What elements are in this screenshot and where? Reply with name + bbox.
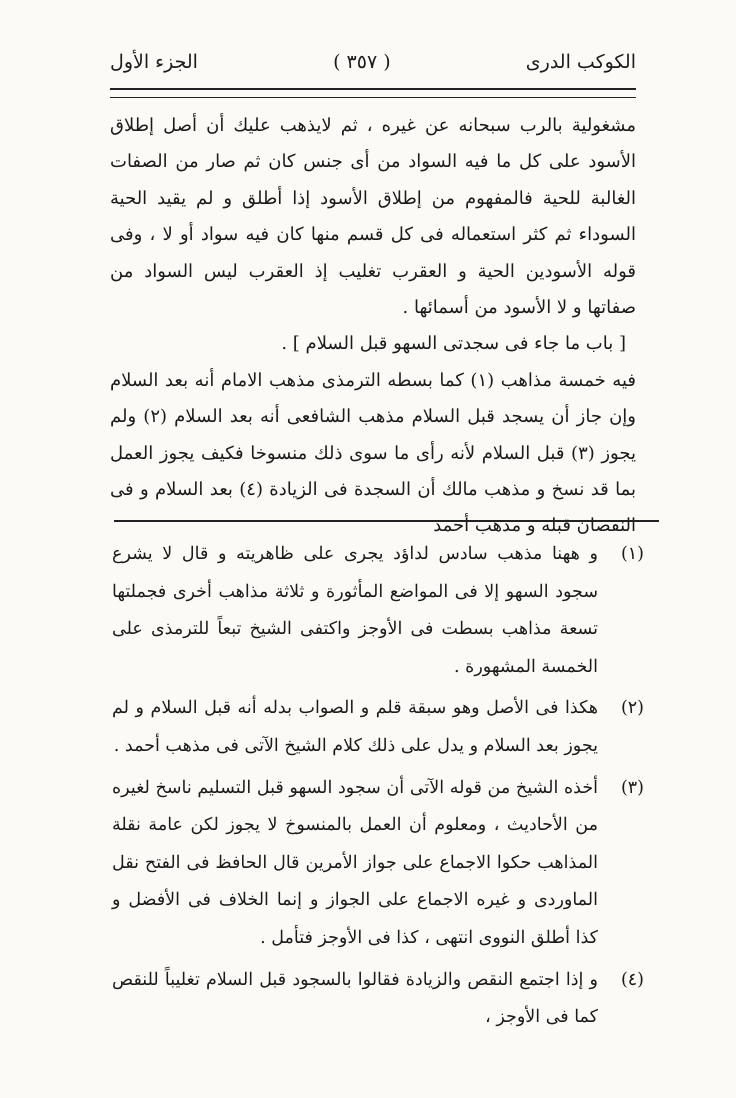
- page-number: ( ٣٥٧ ): [333, 51, 391, 73]
- footnote-text: و ههنا مذهب سادس لداؤد يجرى على ظاهريته و قال لا يشرع سجود السهو إلا فى المواضع المأثورة و ثلاثة مذاهب أخرى فجملتها تسعة مذاهب بسطت فى الأوجز واكتفى الشيخ تبعاً للترمذى على الخمسة المشهورة .: [112, 544, 598, 677]
- footnotes: [112, 536, 644, 1041]
- footnote: [112, 536, 644, 686]
- footnote-text: هكذا فى الأصل وهو سبقة قلم و الصواب بدله أنه قبل السلام و لم يجوز بعد السلام و يدل على ذلك كلام الشيخ الآتى فى مذهب أحمد .: [112, 698, 598, 756]
- paragraph: فيه خمسة مذاهب (١) كما بسطه الترمذى مذهب الامام أنه بعد السلام وإن جاز أن يسجد قبل السلام مذهب الشافعى أنه بعد السلام (٢) ولم يجوز (٣) قبل السلام لأنه رأى ما سوى ذلك منسوخا فكيف يجوز العمل بما قد نسخ و مذهب مالك أن السجدة فى الزيادة (٤) بعد السلام و فى النقصان قبله و مذهب أحمد: [110, 369, 637, 537]
- book-title: الكوكب الدرى: [525, 51, 636, 73]
- main-text: [110, 108, 636, 545]
- volume-label: الجزء الأول: [110, 51, 198, 73]
- footnote-text: و إذا اجتمع النقص والزيادة فقالوا بالسجود قبل السلام تغليباً للنقص كما فى الأوجز ،: [112, 969, 598, 1028]
- chapter-heading: [ باب ما جاء فى سجدتى السهو قبل السلام ] .: [281, 333, 626, 355]
- paragraph: مشغولية بالرب سبحانه عن غيره ، ثم لايذهب عليك أن أصل إطلاق الأسود على كل ما فيه السواد من أى جنس كان ثم صار من الصفات الغالبة للحية فالمفهوم من إطلاق الأسود إذا أطلق و لم يقيد الحية السوداء ثم كثر استعماله فى كل قسم منها كان فيه سواد أو لا ، وفى قوله الأسودين الحية و العقرب تغليب إذ العقرب ليس السواد من صفاتها و لا الأسود من أسمائها .: [110, 115, 636, 319]
- footnote: [112, 962, 644, 1037]
- footnote: [112, 690, 644, 765]
- footnote-number: (١): [620, 544, 644, 564]
- running-header: [110, 42, 636, 82]
- footnote: [112, 770, 644, 958]
- footnote-separator: [114, 520, 659, 522]
- footnote-number: (٣): [620, 777, 644, 798]
- footnote-number: (٤): [620, 969, 644, 990]
- footnote-number: (٢): [620, 698, 644, 719]
- header-rule: [110, 88, 636, 98]
- footnote-text: أخذه الشيخ من قوله الآتى أن سجود السهو قبل التسليم ناسخ لغيره من الأحاديث ، ومعلوم أن العمل بالمنسوخ لا يجوز لكن عامة نقلة المذاهب حكوا الاجماع على جواز الأمرين قال الحافظ فى الفتح نقل الماوردى و غيره الاجماع على الجواز و إنما الخلاف فى الأفضل و كذا أطلق النووى انتهى ، كذا فى الأوجز فتأمل .: [112, 777, 599, 948]
